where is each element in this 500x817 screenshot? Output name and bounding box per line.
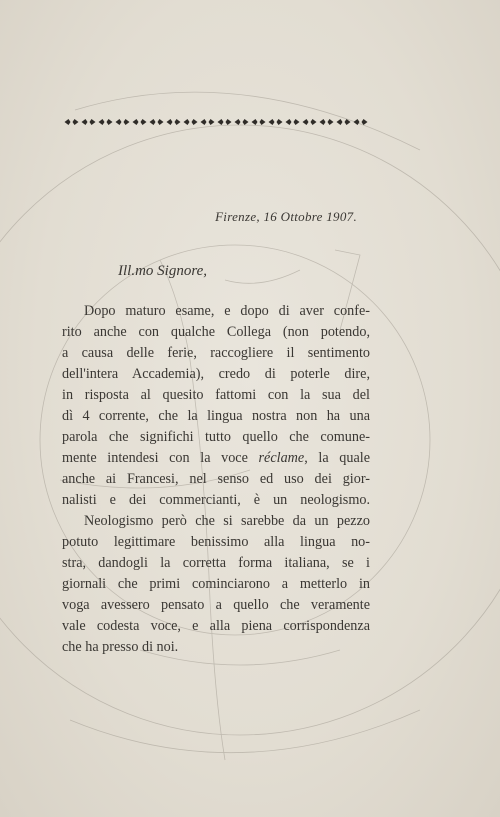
ornament-mark (65, 119, 79, 125)
ornament-mark (337, 119, 351, 125)
ornament-mark (269, 119, 283, 125)
ornament-mark (82, 119, 96, 125)
ornament-mark (354, 119, 368, 125)
body-line-mixed (62, 448, 370, 469)
ornament-mark (286, 119, 300, 125)
ornament-mark (167, 119, 181, 125)
ornament-mark (116, 119, 130, 125)
ornament-mark (303, 119, 317, 125)
body-line: a causa delle ferie, raccogliere il sentimento (62, 345, 370, 361)
body-line: parola che significhi tutto quello che comune- (62, 429, 370, 445)
body-line: stra, dandogli la corretta forma italiana, se i (62, 555, 370, 571)
body-line: potuto legittimare benissimo alla lingua no- (62, 534, 370, 550)
body-line: dì 4 corrente, che la lingua nostra non ha una (62, 408, 370, 424)
ornament-mark (150, 119, 164, 125)
body-line: giornali che primi cominciarono a metterlo in (62, 576, 370, 592)
dateline: Firenze, 16 Ottobre 1907. (215, 209, 357, 224)
ornament-mark (320, 119, 334, 125)
body-line: vale codesta voce, e alla piena corrispondenza (62, 618, 370, 634)
ornament-mark (201, 119, 215, 125)
body-line: voga avessero pensato a quello che veramente (62, 597, 370, 613)
ornament-mark (252, 119, 266, 125)
body-line: anche ai Francesi, nel senso ed uso dei gior- (62, 471, 370, 487)
body-line: nalisti e dei commercianti, è un neologismo. (62, 492, 370, 508)
ornament-mark (184, 119, 198, 125)
ornament-mark (133, 119, 147, 125)
ornament-mark (235, 119, 249, 125)
decorative-ornament-rule (63, 117, 369, 127)
ornament-mark (218, 119, 232, 125)
body-line-head: mente intendesi con la voce (62, 450, 259, 466)
body-line: dell'intera Accademia), credo di poterle dire, (62, 366, 370, 382)
italic-word: réclame (258, 450, 305, 466)
body-line: che ha presso di noi. (62, 639, 179, 655)
body-line-tail: , la quale (304, 450, 370, 466)
body-line: Dopo maturo esame, e dopo di aver confe- (84, 303, 370, 319)
body-line: in risposta al quesito fattomi con la sua del (62, 387, 370, 403)
ornament-mark (99, 119, 113, 125)
body-line: Neologismo però che si sarebbe da un pezzo (84, 513, 370, 529)
letter-body (62, 301, 370, 658)
body-line: rito anche con qualche Collega (non potendo, (62, 324, 370, 340)
salutation: Ill.mo Signore, (118, 263, 208, 279)
